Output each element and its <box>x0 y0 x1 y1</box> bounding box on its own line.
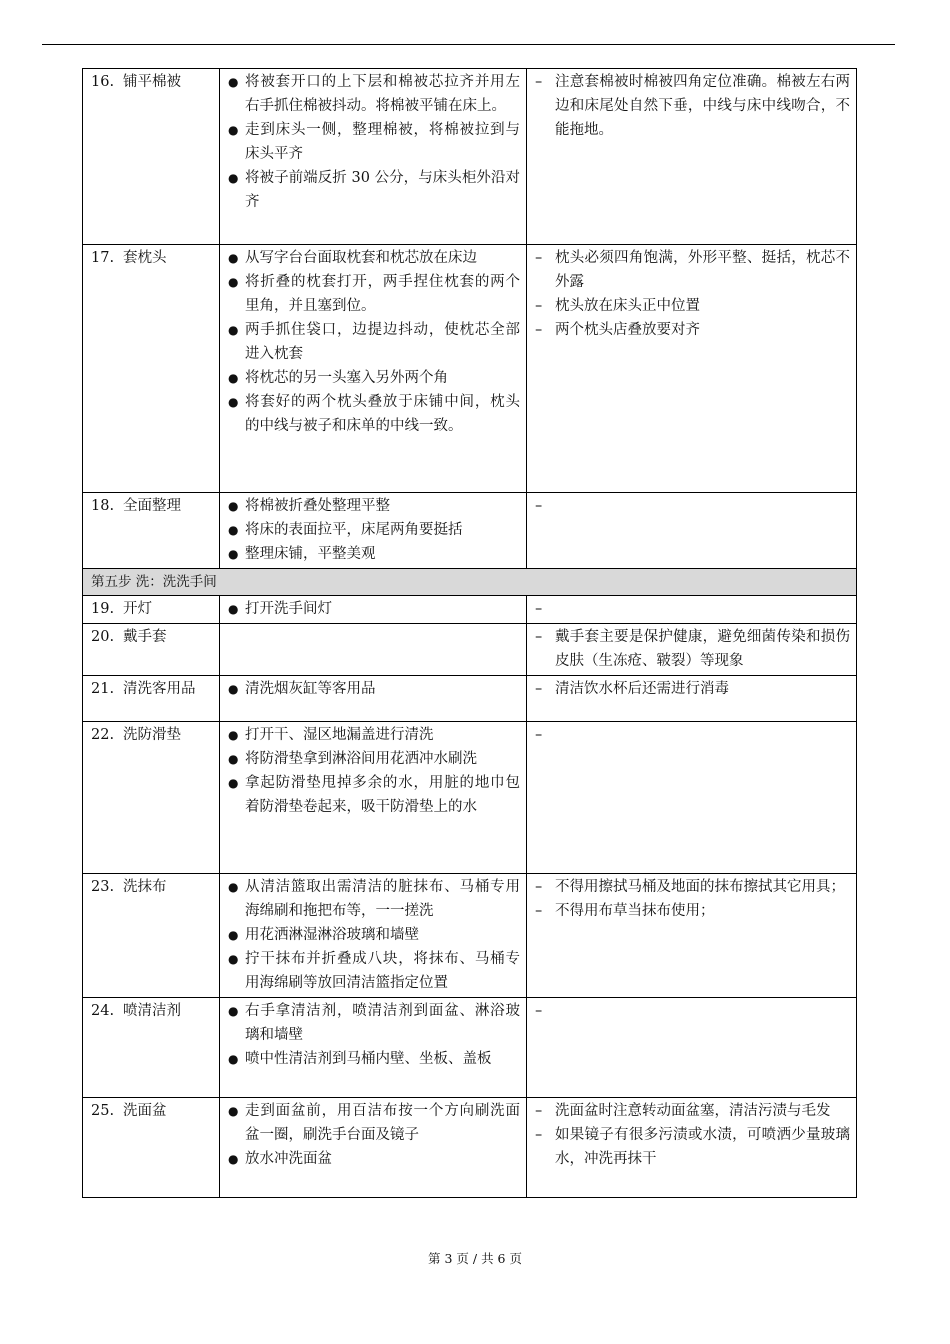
note-text: 枕头放在床头正中位置 <box>555 298 700 314</box>
bullet-icon: ● <box>228 123 239 137</box>
bullet-icon: ● <box>228 682 239 696</box>
bullet-icon: ● <box>228 371 239 385</box>
notes-cell <box>527 676 857 722</box>
step-cell <box>83 69 220 245</box>
dash-icon: – <box>535 498 543 514</box>
step-cell <box>83 493 220 569</box>
step-row <box>83 493 857 569</box>
action-item <box>228 118 520 166</box>
bullet-icon: ● <box>228 728 239 742</box>
note-text: 两个枕头店叠放要对齐 <box>555 322 700 338</box>
bullet-icon: ● <box>228 752 239 766</box>
step-row <box>83 998 857 1098</box>
note-text: 洗面盆时注意转动面盆塞，清洁污渍与毛发 <box>555 1103 831 1119</box>
dash-icon: – <box>535 1103 543 1119</box>
action-text: 将被套开口的上下层和棉被芯拉齐并用左右手抓住棉被抖动。将棉被平铺在床上。 <box>245 74 520 114</box>
action-item <box>228 923 520 947</box>
notes-cell <box>527 624 857 676</box>
section-label: 第五步 洗：洗洗手间 <box>83 569 857 596</box>
note-text: 不得用擦拭马桶及地面的抹布擦拭其它用具； <box>555 879 845 895</box>
step-cell <box>83 998 220 1098</box>
note-item <box>535 677 850 701</box>
action-item <box>228 166 520 214</box>
note-item <box>535 999 850 1023</box>
action-text: 从写字台台面取枕套和枕芯放在床边 <box>245 250 477 266</box>
actions-cell <box>220 245 527 493</box>
action-text: 走到面盆前，用百洁布按一个方向刷洗面盆一圈，刷洗手台面及镜子 <box>245 1103 520 1143</box>
step-cell <box>83 676 220 722</box>
note-text: 注意套棉被时棉被四角定位准确。棉被左右两边和床尾处自然下垂，中线与床中线吻合，不能拖地。 <box>555 74 850 138</box>
note-item <box>535 723 850 747</box>
dash-icon: – <box>535 629 543 645</box>
step-row <box>83 874 857 998</box>
action-text: 拧干抹布并折叠成八块，将抹布、马桶专用海绵刷等放回清洁篮指定位置 <box>245 951 520 991</box>
step-number: 17. <box>91 250 115 266</box>
notes-cell <box>527 998 857 1098</box>
notes-cell <box>527 722 857 874</box>
step-number: 23. <box>91 879 115 895</box>
action-item <box>228 494 520 518</box>
actions-cell <box>220 722 527 874</box>
step-number: 25. <box>91 1103 115 1119</box>
action-item <box>228 1099 520 1147</box>
action-item <box>228 1047 520 1071</box>
step-title: 戴手套 <box>123 629 167 645</box>
action-text: 将枕芯的另一头塞入另外两个角 <box>245 370 448 386</box>
step-title: 洗防滑垫 <box>123 727 181 743</box>
action-text: 将被子前端反折 30 公分，与床头柜外沿对齐 <box>245 170 520 210</box>
note-text: 枕头必须四角饱满，外形平整、挺括，枕芯不外露 <box>555 250 850 290</box>
action-text: 右手拿清洁剂，喷清洁剂到面盆、淋浴玻璃和墙壁 <box>245 1003 520 1043</box>
bullet-icon: ● <box>228 499 239 513</box>
bullet-icon: ● <box>228 275 239 289</box>
actions-cell <box>220 493 527 569</box>
note-text: 清洁饮水杯后还需进行消毒 <box>555 681 729 697</box>
step-title: 洗面盆 <box>123 1103 167 1119</box>
step-cell <box>83 1098 220 1198</box>
notes-cell <box>527 1098 857 1198</box>
section-header-row <box>83 569 857 596</box>
action-item <box>228 677 520 701</box>
action-item <box>228 875 520 923</box>
action-item <box>228 1147 520 1171</box>
note-item <box>535 875 850 899</box>
notes-cell <box>527 493 857 569</box>
bullet-icon: ● <box>228 776 239 790</box>
action-text: 两手抓住袋口，边提边抖动，使枕芯全部进入枕套 <box>245 322 520 362</box>
bullet-icon: ● <box>228 1104 239 1118</box>
action-text: 将折叠的枕套打开，两手捏住枕套的两个里角，并且塞到位。 <box>245 274 520 314</box>
step-cell <box>83 722 220 874</box>
dash-icon: – <box>535 879 543 895</box>
actions-cell <box>220 69 527 245</box>
bullet-icon: ● <box>228 928 239 942</box>
note-item <box>535 1123 850 1171</box>
dash-icon: – <box>535 250 543 266</box>
actions-cell <box>220 624 527 676</box>
bullet-icon: ● <box>228 1004 239 1018</box>
dash-icon: – <box>535 903 543 919</box>
bullet-icon: ● <box>228 523 239 537</box>
step-number: 16. <box>91 74 115 90</box>
actions-cell <box>220 874 527 998</box>
note-item <box>535 494 850 518</box>
action-text: 从清洁篮取出需清洁的脏抹布、马桶专用海绵刷和拖把布等，一一搓洗 <box>245 879 520 919</box>
note-item <box>535 1099 850 1123</box>
step-title: 铺平棉被 <box>123 74 181 90</box>
step-title: 喷清洁剂 <box>123 1003 181 1019</box>
note-text: 不得用布草当抹布使用； <box>555 903 715 919</box>
bullet-icon: ● <box>228 1052 239 1066</box>
dash-icon: – <box>535 727 543 743</box>
dash-icon: – <box>535 1003 543 1019</box>
note-text: 如果镜子有很多污渍或水渍，可喷洒少量玻璃水，冲洗再抹干 <box>555 1127 850 1167</box>
action-text: 将套好的两个枕头叠放于床铺中间，枕头的中线与被子和床单的中线一致。 <box>245 394 520 434</box>
step-row <box>83 676 857 722</box>
action-text: 打开洗手间灯 <box>245 601 332 617</box>
step-row <box>83 624 857 676</box>
bullet-icon: ● <box>228 880 239 894</box>
notes-cell <box>527 874 857 998</box>
action-text: 用花洒淋湿淋浴玻璃和墙壁 <box>245 927 419 943</box>
step-cell <box>83 245 220 493</box>
notes-cell <box>527 69 857 245</box>
action-text: 将棉被折叠处整理平整 <box>245 498 390 514</box>
step-title: 开灯 <box>123 601 152 617</box>
action-text: 打开干、湿区地漏盖进行清洗 <box>245 727 434 743</box>
step-number: 18. <box>91 498 115 514</box>
step-row <box>83 722 857 874</box>
step-cell <box>83 874 220 998</box>
actions-cell <box>220 676 527 722</box>
step-row <box>83 1098 857 1198</box>
step-number: 19. <box>91 601 115 617</box>
bullet-icon: ● <box>228 547 239 561</box>
page-footer: 第 3 页 / 共 6 页 <box>428 1251 522 1266</box>
step-number: 20. <box>91 629 115 645</box>
action-text: 将防滑垫拿到淋浴间用花洒冲水刷洗 <box>245 751 477 767</box>
bullet-icon: ● <box>228 171 239 185</box>
dash-icon: – <box>535 322 543 338</box>
dash-icon: – <box>535 601 543 617</box>
action-item <box>228 947 520 995</box>
step-row <box>83 245 857 493</box>
dash-icon: – <box>535 681 543 697</box>
step-number: 21. <box>91 681 115 697</box>
note-text: 戴手套主要是保护健康，避免细菌传染和损伤皮肤（生冻疮、皲裂）等现象 <box>555 629 850 669</box>
action-item <box>228 747 520 771</box>
bullet-icon: ● <box>228 323 239 337</box>
action-text: 走到床头一侧，整理棉被，将棉被拉到与床头平齐 <box>245 122 520 162</box>
action-item <box>228 723 520 747</box>
step-row <box>83 596 857 624</box>
note-item <box>535 899 850 923</box>
action-item <box>228 246 520 270</box>
note-item <box>535 246 850 294</box>
step-title: 套枕头 <box>123 250 167 266</box>
bullet-icon: ● <box>228 395 239 409</box>
dash-icon: – <box>535 1127 543 1143</box>
action-item <box>228 270 520 318</box>
action-text: 喷中性清洁剂到马桶内壁、坐板、盖板 <box>245 1051 492 1067</box>
note-item <box>535 597 850 621</box>
actions-cell <box>220 998 527 1098</box>
procedure-table <box>82 68 857 1198</box>
bullet-icon: ● <box>228 251 239 265</box>
bullet-icon: ● <box>228 602 239 616</box>
note-item <box>535 318 850 342</box>
action-item <box>228 318 520 366</box>
dash-icon: – <box>535 298 543 314</box>
action-text: 将床的表面拉平，床尾两角要挺括 <box>245 522 463 538</box>
action-item <box>228 518 520 542</box>
action-item <box>228 542 520 566</box>
step-title: 清洗客用品 <box>123 681 196 697</box>
step-number: 22. <box>91 727 115 743</box>
step-row <box>83 69 857 245</box>
action-text: 整理床铺，平整美观 <box>245 546 376 562</box>
actions-cell <box>220 1098 527 1198</box>
note-item <box>535 294 850 318</box>
header-rule <box>42 44 895 45</box>
notes-cell <box>527 596 857 624</box>
action-item <box>228 390 520 438</box>
bullet-icon: ● <box>228 75 239 89</box>
note-item <box>535 625 850 673</box>
action-item <box>228 366 520 390</box>
action-item <box>228 70 520 118</box>
action-item <box>228 597 520 621</box>
step-cell <box>83 596 220 624</box>
notes-cell <box>527 245 857 493</box>
actions-cell <box>220 596 527 624</box>
step-cell <box>83 624 220 676</box>
note-item <box>535 70 850 142</box>
action-item <box>228 999 520 1047</box>
dash-icon: – <box>535 74 543 90</box>
action-text: 放水冲洗面盆 <box>245 1151 332 1167</box>
bullet-icon: ● <box>228 952 239 966</box>
step-title: 洗抹布 <box>123 879 167 895</box>
action-item <box>228 771 520 819</box>
bullet-icon: ● <box>228 1152 239 1166</box>
action-text: 拿起防滑垫甩掉多余的水，用脏的地巾包着防滑垫卷起来，吸干防滑垫上的水 <box>245 775 520 815</box>
step-title: 全面整理 <box>123 498 181 514</box>
action-text: 清洗烟灰缸等客用品 <box>245 681 376 697</box>
step-number: 24. <box>91 1003 115 1019</box>
